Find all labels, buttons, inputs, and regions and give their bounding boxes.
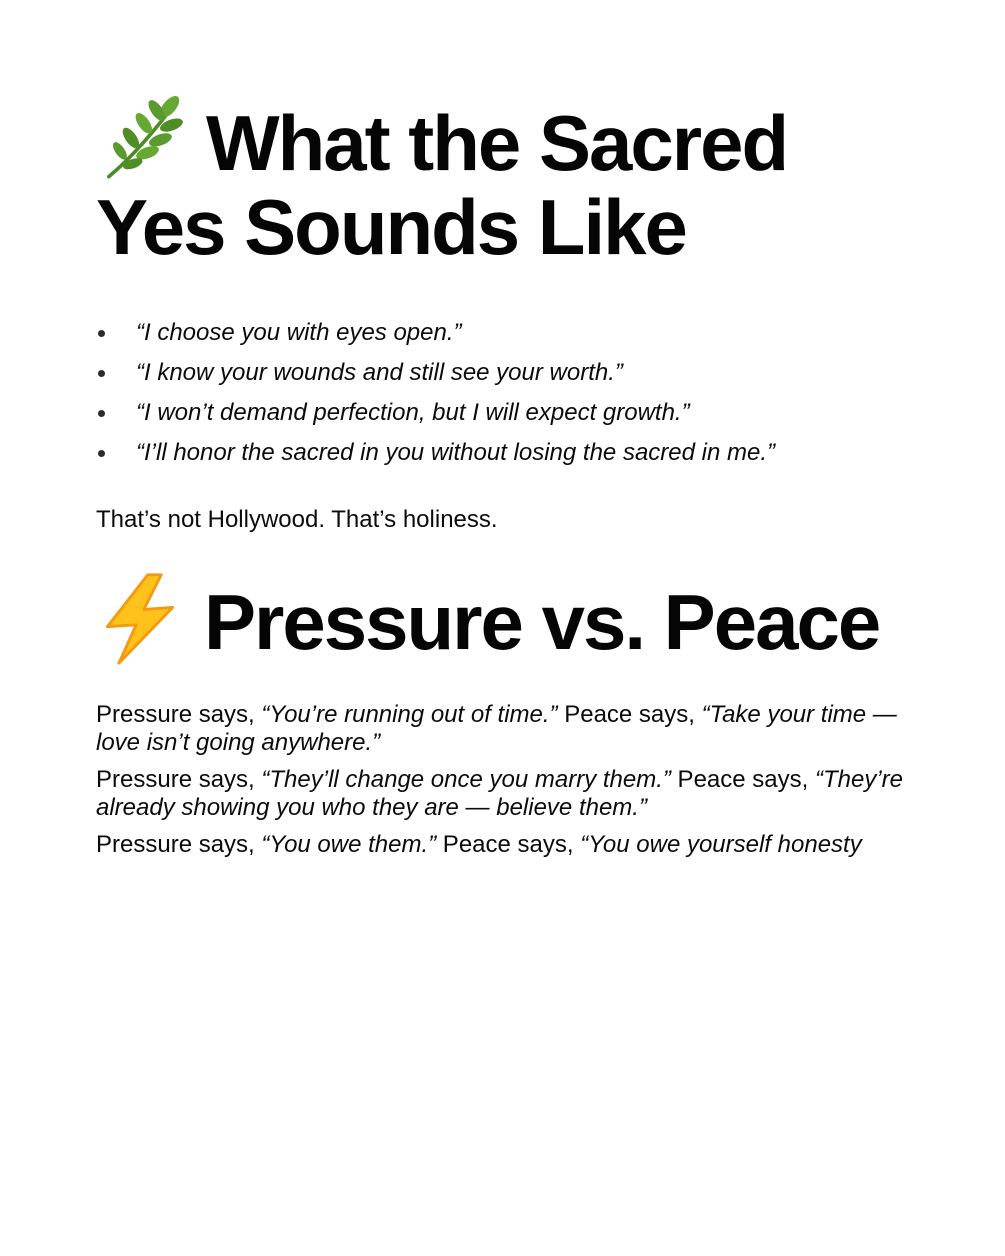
list-item	[96, 393, 916, 433]
bullet-icon	[98, 330, 105, 337]
pressure-quote: “You’re running out of time.”	[261, 701, 558, 728]
contrast-paragraph	[96, 766, 916, 822]
section-title: What the Sacred Yes Sounds Like	[96, 99, 788, 271]
document-page	[96, 92, 916, 868]
bullet-icon	[98, 370, 105, 377]
pressure-lead: Pressure says,	[96, 766, 262, 793]
section-title: Pressure vs. Peace	[204, 578, 880, 666]
list-item	[96, 353, 916, 393]
peace-quote: “You owe yourself honesty	[580, 831, 862, 858]
peace-quote: “They’re already showing you who they are — believe them.”	[96, 766, 903, 821]
contrast-paragraph	[96, 701, 916, 757]
contrast-list	[96, 701, 916, 859]
quote-text: “I choose you with eyes open.”	[136, 319, 462, 346]
quote-text: “I’ll honor the sacred in you without losing the sacred in me.”	[136, 439, 775, 466]
section-heading-sacred-yes	[96, 92, 916, 269]
lightning-icon	[96, 571, 186, 667]
section-heading-pressure-peace	[96, 571, 916, 667]
quote-text: “I know your wounds and still see your worth.”	[136, 359, 623, 386]
peace-lead: Peace says,	[557, 701, 702, 728]
herb-icon	[96, 92, 188, 184]
pressure-lead: Pressure says,	[96, 831, 262, 858]
bullet-icon	[98, 450, 105, 457]
peace-lead: Peace says,	[436, 831, 581, 858]
bullet-icon	[98, 410, 105, 417]
pressure-quote: “You owe them.”	[261, 831, 437, 858]
quote-list	[96, 313, 916, 473]
contrast-paragraph	[96, 831, 916, 859]
pressure-quote: “They’ll change once you marry them.”	[261, 766, 671, 793]
list-item	[96, 313, 916, 353]
list-item	[96, 433, 916, 473]
peace-quote: “Take your time — love isn’t going anywhere.”	[96, 701, 897, 756]
quote-text: “I won’t demand perfection, but I will expect growth.”	[136, 399, 690, 426]
closing-line: That’s not Hollywood. That’s holiness.	[96, 506, 498, 533]
peace-lead: Peace says,	[670, 766, 815, 793]
pressure-lead: Pressure says,	[96, 701, 262, 728]
